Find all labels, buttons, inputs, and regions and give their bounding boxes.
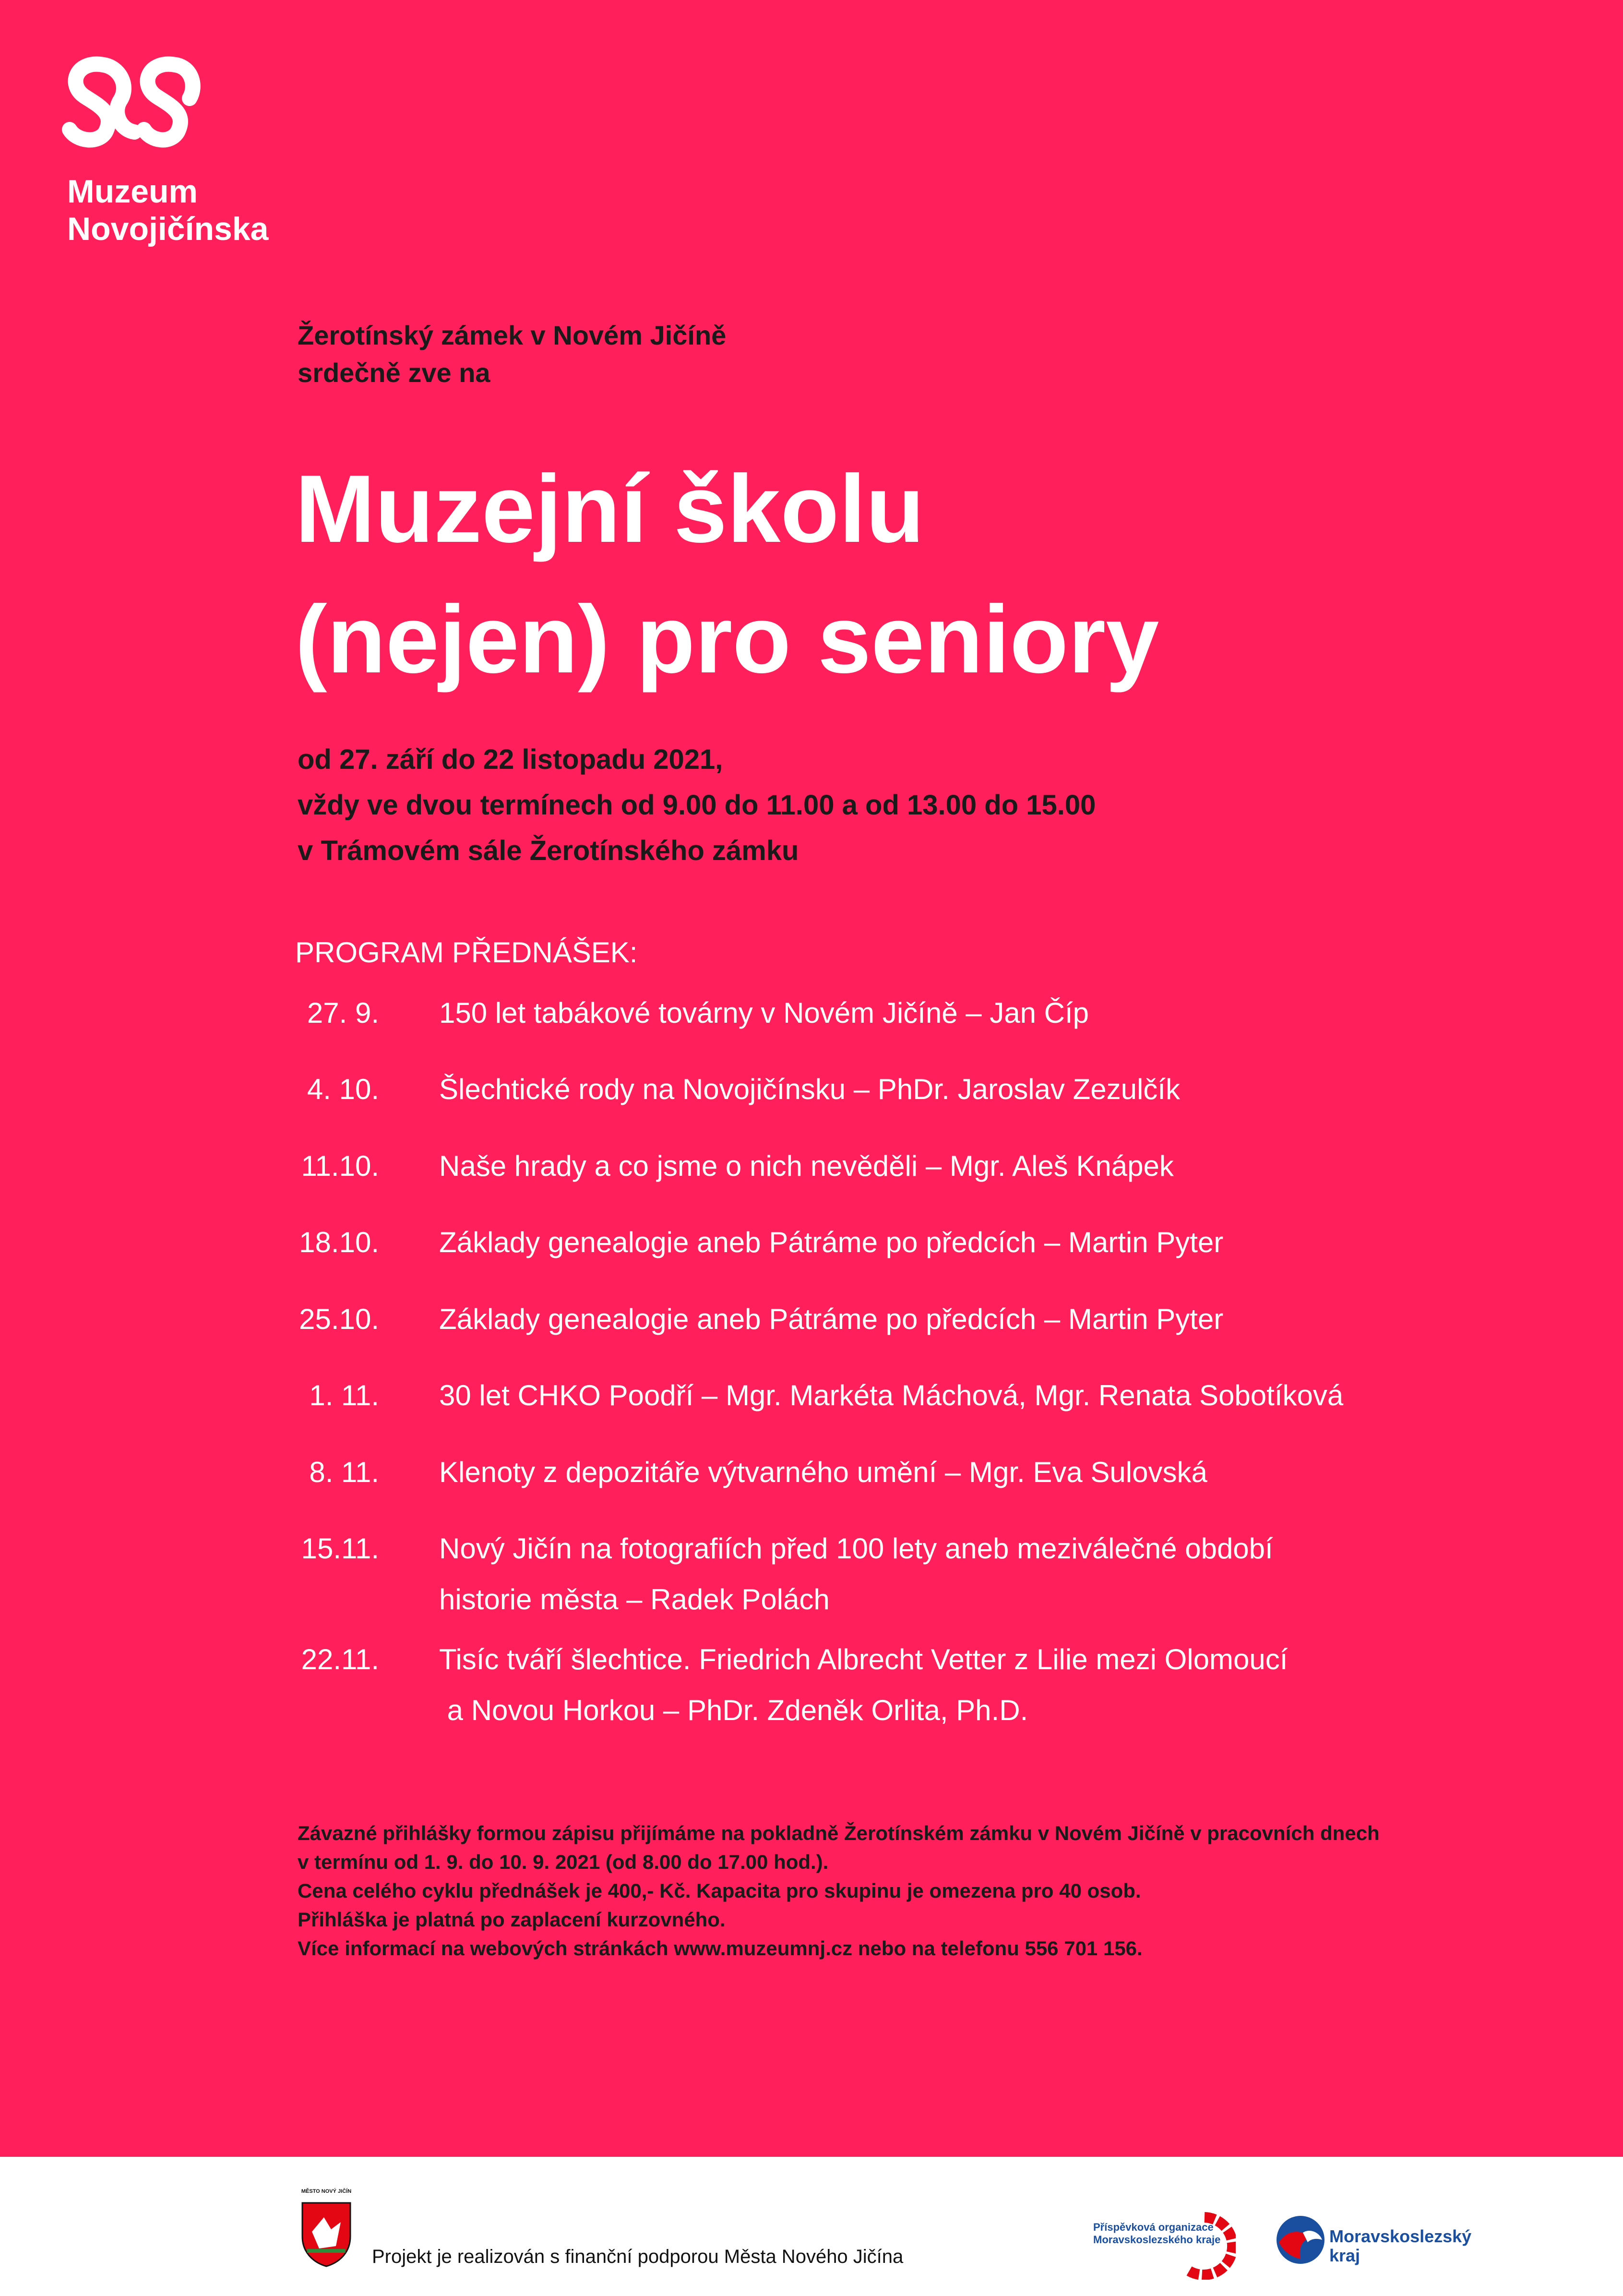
intro-line2: srdečně zve na (298, 358, 490, 388)
lecture-date: 8. 11. (309, 1456, 379, 1488)
museum-name-line1: Muzeum (67, 173, 198, 210)
notes-line2: v termínu od 1. 9. do 10. 9. 2021 (od 8.00 do 17.00 hod.). (298, 1851, 829, 1873)
lecture-date: 15.11. (301, 1532, 379, 1565)
lecture-date: 22.11. (301, 1643, 379, 1675)
organization-text (1093, 2221, 1220, 2246)
region-logo-icon (1274, 2213, 1327, 2266)
notes-line4: Přihláška je platná po zaplacení kurzovného. (298, 1908, 726, 1931)
lecture-topic-line2: a Novou Horkou – PhDr. Zdeněk Orlita, Ph.D. (439, 1694, 1028, 1726)
lecture-date: 1. 11. (309, 1379, 379, 1411)
museum-name-line2: Novojičínska (67, 211, 269, 247)
intro-text (298, 317, 726, 392)
notes-line5: Více informací na webových stránkách www.muzeumnj.cz nebo na telefonu 556 701 156. (298, 1937, 1143, 1960)
lecture-topic: Šlechtické rody na Novojičínsku – PhDr. Jaroslav Zezulčík (439, 1073, 1180, 1105)
event-dates: od 27. září do 22 listopadu 2021, (298, 744, 723, 775)
lecture-topic: 150 let tabákové továrny v Novém Jičíně – Jan Číp (439, 997, 1089, 1029)
museum-name (67, 173, 269, 248)
lecture-topic-line2: historie města – Radek Polách (439, 1583, 830, 1615)
notes-line1: Závazné přihlášky formou zápisu přijímáme na pokladně Žerotínském zámku v Novém Jičíně v pracovních dnech (298, 1822, 1380, 1844)
lecture-topic: 30 let CHKO Poodří – Mgr. Markéta Máchová, Mgr. Renata Sobotíková (439, 1379, 1344, 1411)
coat-of-arms-icon (298, 2184, 355, 2268)
region-line1: Moravskoslezský (1329, 2226, 1472, 2246)
intro-line1: Žerotínský zámek v Novém Jičíně (298, 320, 727, 350)
event-info (298, 737, 1096, 873)
organization-line2: Moravskoslezského kraje (1093, 2234, 1221, 2246)
page-title (295, 444, 1159, 705)
program-heading: PROGRAM PŘEDNÁŠEK: (295, 936, 638, 969)
lecture-date: 4. 10. (307, 1073, 379, 1105)
lecture-topic: Základy genealogie aneb Pátráme po předcích – Martin Pyter (439, 1226, 1224, 1258)
lecture-topic: Tisíc tváří šlechtice. Friedrich Albrecht Vetter z Lilie mezi Olomoucí (439, 1643, 1288, 1675)
region-line2: kraj (1329, 2246, 1360, 2265)
lecture-topic: Naše hrady a co jsme o nich nevěděli – Mgr. Aleš Knápek (439, 1150, 1174, 1182)
notes-line3: Cena celého cyklu přednášek je 400,- Kč. Kapacita pro skupinu je omezena pro 40 osob. (298, 1879, 1141, 1902)
museum-logo-mark-icon (58, 46, 202, 151)
funding-note: Projekt je realizován s finanční podporou Města Nového Jičína (372, 2246, 904, 2267)
lecture-topic: Klenoty z depozitáře výtvarného umění – Mgr. Eva Sulovská (439, 1456, 1207, 1488)
organization-line1: Příspěvková organizace (1093, 2221, 1214, 2233)
lecture-date: 25.10. (299, 1303, 379, 1335)
region-text (1329, 2227, 1471, 2265)
event-venue: v Trámovém sále Žerotínského zámku (298, 835, 799, 866)
coat-caption: MĚSTO NOVÝ JIČÍN (301, 2188, 352, 2194)
title-line2: (nejen) pro seniory (295, 586, 1159, 693)
lecture-topic: Základy genealogie aneb Pátráme po předcích – Martin Pyter (439, 1303, 1224, 1335)
event-times: vždy ve dvou termínech od 9.00 do 11.00 a od 13.00 do 15.00 (298, 789, 1096, 821)
title-line1: Muzejní školu (295, 455, 925, 562)
lecture-date: 27. 9. (307, 997, 379, 1029)
lecture-date: 11.10. (301, 1150, 379, 1182)
lecture-date: 18.10. (299, 1226, 379, 1258)
lecture-topic: Nový Jičín na fotografiích před 100 lety aneb meziválečné období (439, 1532, 1273, 1565)
registration-notes (298, 1819, 1380, 1963)
